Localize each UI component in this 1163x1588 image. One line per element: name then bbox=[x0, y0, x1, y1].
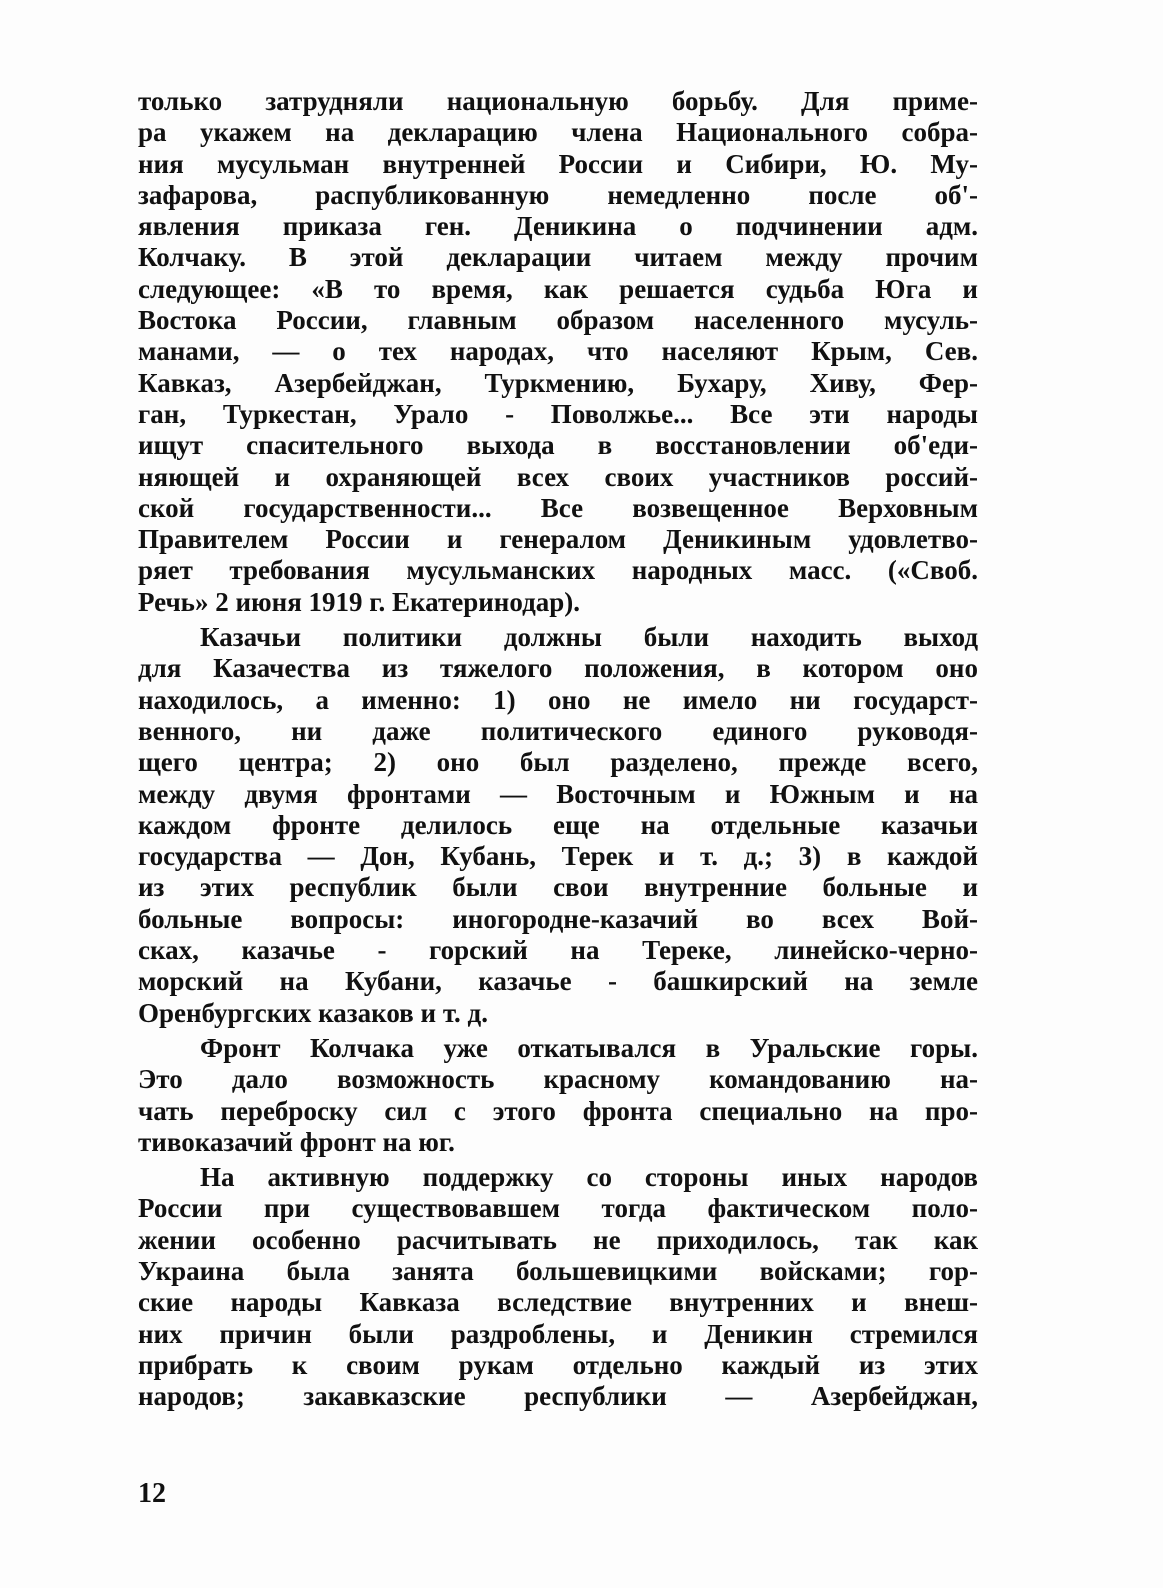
text-line: находилось, а именно: 1) оно не имело ни государст- bbox=[138, 684, 978, 715]
text-line: России при существовавшем тогда фактическом поло- bbox=[138, 1193, 978, 1224]
text-line: ра укажем на декларацию члена Национального собра- bbox=[138, 117, 978, 148]
text-line: Это дало возможность красному командованию на- bbox=[138, 1064, 978, 1095]
text-line: следующее: «В то время, как решается судьба Юга и bbox=[138, 273, 978, 304]
text-line: сках, казачье - горский на Тереке, линейско-черно- bbox=[138, 935, 978, 966]
text-line: Колчаку. В этой декларации читаем между прочим bbox=[138, 242, 978, 273]
text-line: жении особенно расчитывать не приходилось, так как bbox=[138, 1224, 978, 1255]
text-line: Фронт Колчака уже откатывался в Уральские горы. bbox=[200, 1032, 978, 1063]
text-line: ские народы Кавказа вследствие внутренних и внеш- bbox=[138, 1287, 978, 1318]
text-line: Речь» 2 июня 1919 г. Екатеринодар). bbox=[138, 586, 580, 617]
text-line: ряет требования мусульманских народных масс. («Своб. bbox=[138, 555, 978, 586]
text-line: чать переброску сил с этого фронта специально на про- bbox=[138, 1095, 978, 1126]
paragraph-2 bbox=[138, 622, 978, 1029]
text-line: щего центра; 2) оно был разделено, прежде всего, bbox=[138, 747, 978, 778]
text-line: Украина была занята большевицкими войсками; гор- bbox=[138, 1255, 978, 1286]
text-line: каждом фронте делилось еще на отдельные казачьи bbox=[138, 809, 978, 840]
paragraph-3 bbox=[138, 1033, 978, 1158]
text-line: Правителем России и генералом Деникиным удовлетво- bbox=[138, 524, 978, 555]
text-line: народов; закавказские республики — Азербейджан, bbox=[138, 1381, 978, 1412]
text-line: явления приказа ген. Деникина о подчинении адм. bbox=[138, 211, 978, 242]
text-line: На активную поддержку со стороны иных народов bbox=[200, 1162, 978, 1193]
paragraph-4 bbox=[138, 1162, 978, 1412]
page-body-text bbox=[138, 86, 978, 1412]
paragraph-1 bbox=[138, 86, 978, 618]
text-line: ищут спасительного выхода в восстановлении об'еди- bbox=[138, 430, 978, 461]
text-line: ния мусульман внутренней России и Сибири, Ю. Му- bbox=[138, 148, 978, 179]
text-line: няющей и охраняющей всех своих участников россий- bbox=[138, 461, 978, 492]
text-line: венного, ни даже политического единого руководя- bbox=[138, 715, 978, 746]
text-line: прибрать к своим рукам отдельно каждый из этих bbox=[138, 1349, 978, 1380]
text-line: Востока России, главным образом населенного мусуль- bbox=[138, 305, 978, 336]
text-line: них причин были раздроблены, и Деникин стремился bbox=[138, 1318, 978, 1349]
text-line: Казачьи политики должны были находить выход bbox=[200, 622, 978, 653]
text-line: манами, — о тех народах, что населяют Крым, Сев. bbox=[138, 336, 978, 367]
page-number: 12 bbox=[138, 1478, 166, 1509]
text-line: только затрудняли национальную борьбу. Для приме- bbox=[138, 86, 978, 116]
text-line: из этих республик были свои внутренние больные и bbox=[138, 872, 978, 903]
text-line: ган, Туркестан, Урало - Поволжье... Все эти народы bbox=[138, 398, 978, 429]
text-line: для Казачества из тяжелого положения, в котором оно bbox=[138, 653, 978, 684]
text-line: зафарова, распубликованную немедленно после об'- bbox=[138, 179, 978, 210]
text-line: тивоказачий фронт на юг. bbox=[138, 1126, 455, 1157]
text-line: между двумя фронтами — Восточным и Южным и на bbox=[138, 778, 978, 809]
text-line: Кавказ, Азербейджан, Туркмению, Бухару, Хиву, Фер- bbox=[138, 367, 978, 398]
text-line: ской государственности... Все возвещенное Верховным bbox=[138, 492, 978, 523]
text-line: государства — Дон, Кубань, Терек и т. д.; 3) в каждой bbox=[138, 841, 978, 872]
text-line: морский на Кубани, казачье - башкирский на земле bbox=[138, 966, 978, 997]
text-line: Оренбургских казаков и т. д. bbox=[138, 997, 488, 1028]
text-line: больные вопросы: иногородне-казачий во всех Вой- bbox=[138, 903, 978, 934]
